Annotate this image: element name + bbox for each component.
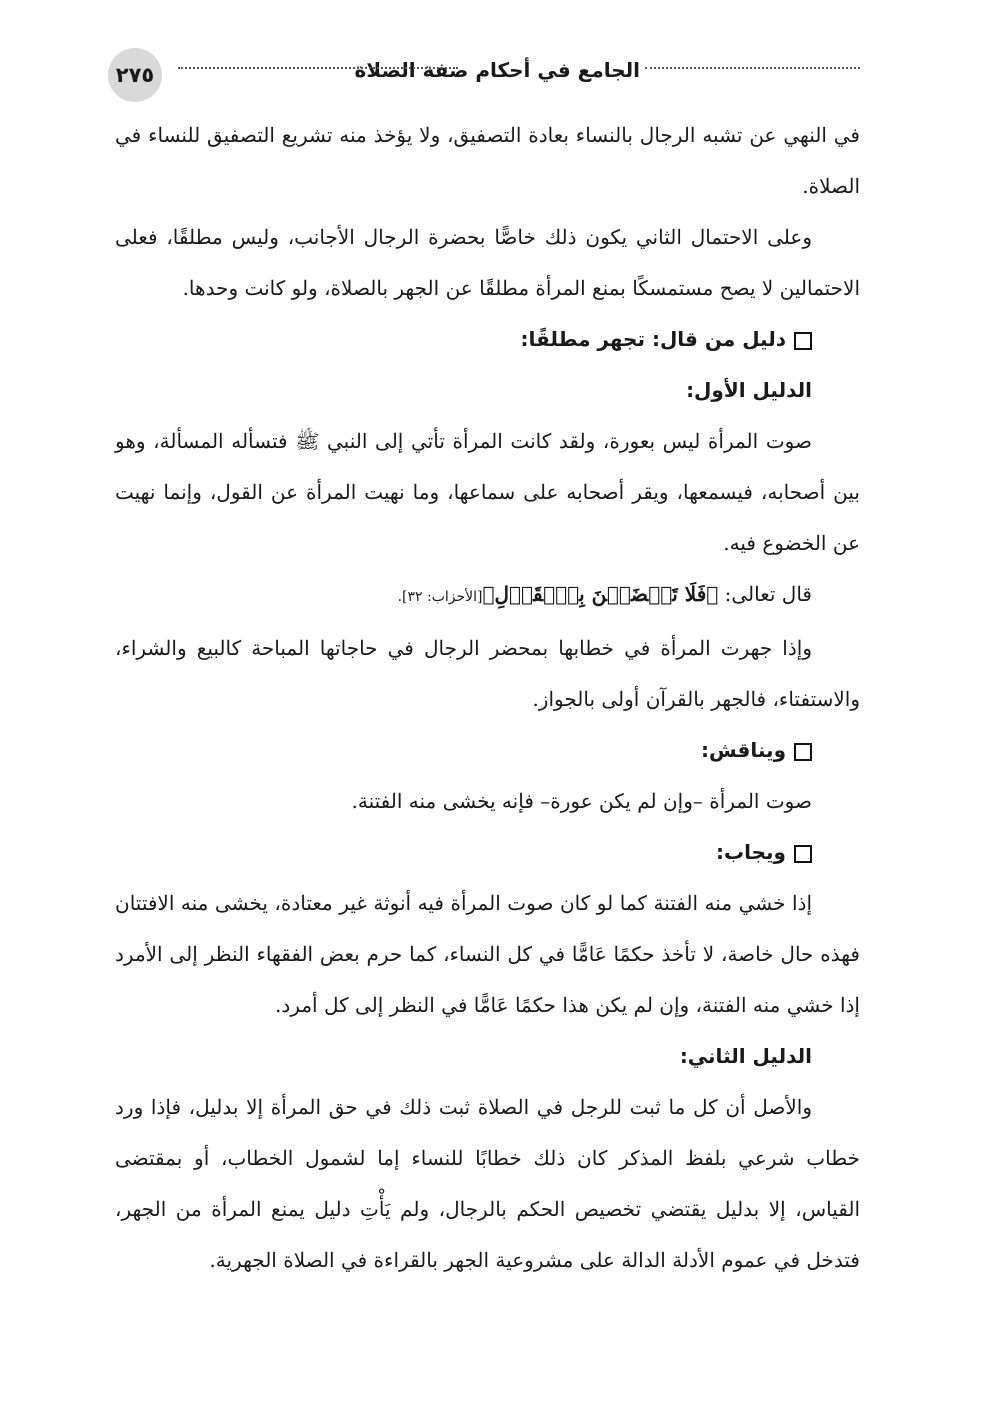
- verse-intro: قال تعالى:: [718, 582, 812, 606]
- page-header: [110, 40, 860, 110]
- paragraph: في النهي عن تشبه الرجال بالنساء بعادة التصفيق، ولا يؤخذ منه تشريع التصفيق للنساء في الصلاة.: [115, 123, 860, 198]
- paragraph: وإذا جهرت المرأة في خطابها بمحضر الرجال في حاجاتها المباحة كالبيع والشراء، والاستفتاء، فالجهر بالقرآن أولى بالجواز.: [115, 636, 860, 711]
- running-title: الجامع في أحكام صفة الصلاة: [354, 58, 640, 82]
- paragraph: صوت المرأة –وإن لم يكن عورة– فإنه يخشى منه الفتنة.: [351, 789, 812, 813]
- paragraph: والأصل أن كل ما ثبت للرجل في الصلاة ثبت ذلك في حق المرأة إلا بدليل، فإذا ورد خطاب شرعي بلفظ المذكر كان ذلك خطابًا للنساء إما لشمول الخطاب، أو بمقتضى القياس، إلا بدليل يقتضي تخصيص الحكم بالرجال، ولم يَأْتِ دليل يمنع المرأة من الجهر، فتدخل في عموم الأدلة الدالة على مشروعية الجهر بالقراءة في الصلاة الجهرية.: [115, 1095, 860, 1272]
- subsection-heading: الدليل الثاني:: [679, 1044, 812, 1068]
- checkbox-square-icon: [794, 743, 812, 761]
- paragraph: إذا خشي منه الفتنة كما لو كان صوت المرأة فيه أنوثة غير معتادة، يخشى منه الافتتان فهذه حال خاصة، لا تأخذ حكمًا عَامًّا في كل النساء، كما حرم بعض الفقهاء النظر إلى الأمرد إذا خشي منه الفتنة، وإن لم يكن هذا حكمًا عَامًّا في النظر إلى كل أمرد.: [115, 891, 860, 1017]
- section-heading: [115, 827, 860, 878]
- subsection-heading: الدليل الأول:: [686, 378, 812, 402]
- header-dots-right: [645, 65, 860, 69]
- section-heading: [115, 314, 860, 365]
- header-dots-left: [178, 65, 458, 69]
- heading-text: ويناقش:: [701, 738, 786, 762]
- paragraph: صوت المرأة ليس بعورة، ولقد كانت المرأة تأتي إلى النبي ﷺ فتسأله المسألة، وهو بين أصحابه، فيسمعها، ويقر أصحابه على سماعها، وما نهيت المرأة عن القول، وإنما نهيت عن الخضوع فيه.: [115, 429, 860, 555]
- heading-text: ويجاب:: [716, 840, 786, 864]
- section-heading: [115, 725, 860, 776]
- paragraph: وعلى الاحتمال الثاني يكون ذلك خاصًّا بحضرة الرجال الأجانب، وليس مطلقًا، فعلى الاحتمالين لا يصح مستمسكًا بمنع المرأة مطلقًا عن الجهر بالصلاة، ولو كانت وحدها.: [115, 225, 860, 300]
- quran-verse: ﴿فَلَا تَخۡضَعۡنَ بِٱلۡقَوۡلِ﴾: [482, 582, 719, 606]
- checkbox-square-icon: [794, 845, 812, 863]
- heading-text: دليل من قال: تجهر مطلقًا:: [520, 327, 786, 351]
- page-number: ٢٧٥: [108, 48, 162, 102]
- verse-paragraph: [115, 569, 860, 623]
- verse-reference: [الأحزاب: ٣٢].: [397, 589, 483, 605]
- page-body: [115, 110, 860, 1286]
- checkbox-square-icon: [794, 332, 812, 350]
